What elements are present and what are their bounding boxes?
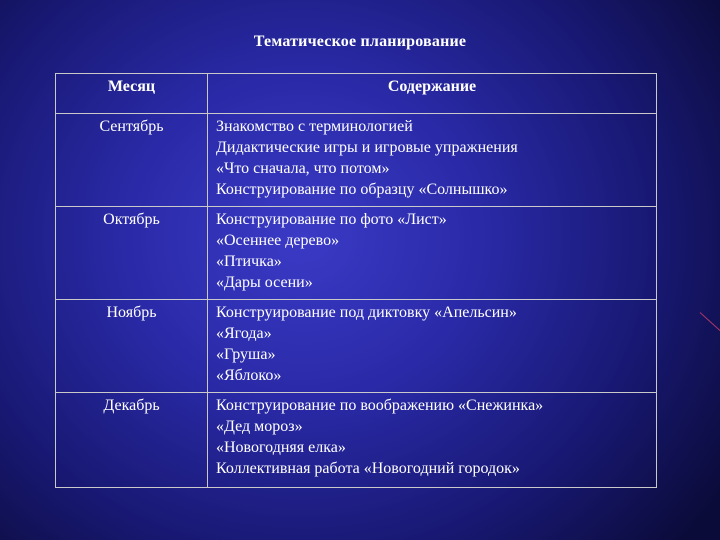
content-line: «Новогодняя елка» — [216, 439, 346, 456]
decorative-line — [700, 312, 720, 333]
content-line: Коллективная работа «Новогодний городок» — [216, 460, 520, 477]
content-line: Конструирование по фото «Лист» — [216, 211, 447, 228]
content-line: «Яблоко» — [216, 367, 282, 384]
content-line: Конструирование по образцу «Солнышко» — [216, 181, 508, 198]
content-cell — [208, 393, 657, 488]
content-line: Конструирование под диктовку «Апельсин» — [216, 304, 517, 321]
content-line: «Дары осени» — [216, 274, 313, 291]
header-content: Содержание — [208, 74, 657, 114]
content-line: «Осеннее дерево» — [216, 232, 340, 249]
content-cell — [208, 207, 657, 300]
content-line: Знакомство с терминологией — [216, 118, 413, 135]
page-title: Тематическое планирование — [253, 33, 467, 50]
month-cell: Сентябрь — [56, 114, 208, 207]
content-line: «Дед мороз» — [216, 418, 303, 435]
table-row — [56, 207, 657, 300]
content-cell — [208, 300, 657, 393]
month-cell: Ноябрь — [56, 300, 208, 393]
content-line: Дидактические игры и игровые упражнения — [216, 139, 518, 156]
content-line: Конструирование по воображению «Снежинка» — [216, 397, 544, 414]
header-month: Месяц — [56, 74, 208, 114]
month-cell: Октябрь — [56, 207, 208, 300]
content-line: «Груша» — [216, 346, 276, 363]
plan-table — [55, 73, 657, 488]
content-cell — [208, 114, 657, 207]
content-line: «Что сначала, что потом» — [216, 160, 390, 177]
content-line: «Ягода» — [216, 325, 272, 342]
table-row — [56, 393, 657, 488]
table-row — [56, 114, 657, 207]
content-line: «Птичка» — [216, 253, 282, 270]
table-header-row — [56, 74, 657, 114]
table-row — [56, 300, 657, 393]
month-cell: Декабрь — [56, 393, 208, 488]
